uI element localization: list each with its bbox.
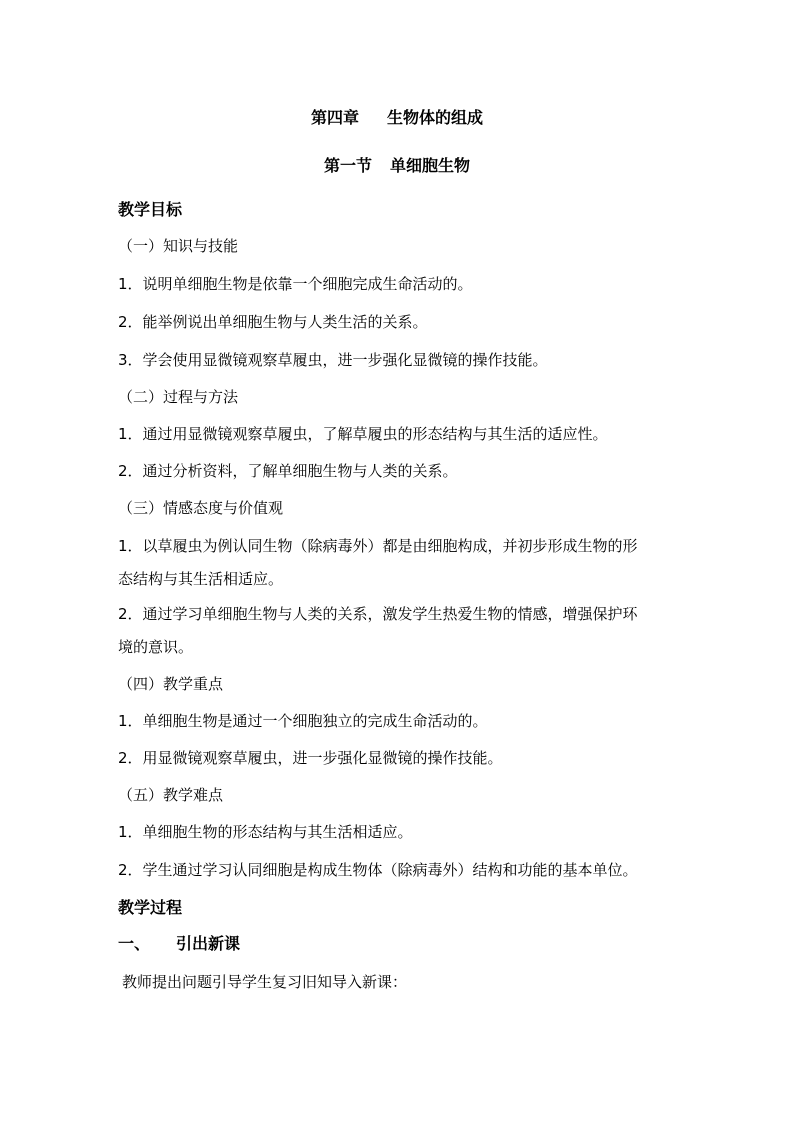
knowledge-item-3: 3．学会使用显微镜观察草履虫，进一步强化显微镜的操作技能。 <box>118 351 548 369</box>
attitude-item-1-line-1: 1．以草履虫为例认同生物（除病毒外）都是由细胞构成，并初步形成生物的形 <box>118 537 638 555</box>
knowledge-item-2: 2．能举例说出单细胞生物与人类生活的关系。 <box>118 313 428 331</box>
key-points-heading: （四）教学重点 <box>118 675 224 693</box>
process-method-heading: （二）过程与方法 <box>118 388 239 406</box>
step-1-heading <box>118 934 240 954</box>
difficult-point-1: 1．单细胞生物的形态结构与其生活相适应。 <box>118 823 413 841</box>
knowledge-item-1: 1．说明单细胞生物是依靠一个细胞完成生命活动的。 <box>118 275 473 293</box>
step-1-number: 一、 <box>118 934 151 953</box>
section-title <box>0 156 794 176</box>
difficult-points-heading: （五）教学难点 <box>118 786 224 804</box>
teaching-process-heading: 教学过程 <box>118 898 183 917</box>
section-label: 第一节 <box>323 156 372 175</box>
difficult-point-2: 2．学生通过学习认同细胞是构成生物体（除病毒外）结构和功能的基本单位。 <box>118 861 638 879</box>
chapter-title <box>0 108 794 128</box>
knowledge-skills-heading: （一）知识与技能 <box>118 237 239 255</box>
key-point-1: 1．单细胞生物是通过一个细胞独立的完成生命活动的。 <box>118 712 488 730</box>
attitude-item-2-line-1: 2．通过学习单细胞生物与人类的关系，激发学生热爱生物的情感，增强保护环 <box>118 605 638 623</box>
process-item-2: 2．通过分析资料，了解单细胞生物与人类的关系。 <box>118 462 458 480</box>
attitude-item-1-line-2: 态结构与其生活相适应。 <box>118 570 284 588</box>
step-1-title: 引出新课 <box>176 934 241 953</box>
attitude-item-2-line-2: 境的意识。 <box>118 638 194 656</box>
key-point-2: 2．用显微镜观察草履虫，进一步强化显微镜的操作技能。 <box>118 749 503 767</box>
objectives-heading: 教学目标 <box>118 200 183 219</box>
chapter-name: 生物体的组成 <box>387 108 484 127</box>
process-item-1: 1．通过用显微镜观察草履虫，了解草履虫的形态结构与其生活的适应性。 <box>118 425 608 443</box>
step-1-text: 教师提出问题引导学生复习旧知导入新课： <box>122 973 408 991</box>
chapter-label: 第四章 <box>310 108 359 127</box>
attitude-values-heading: （三）情感态度与价值观 <box>118 499 284 517</box>
section-name: 单细胞生物 <box>390 156 471 175</box>
